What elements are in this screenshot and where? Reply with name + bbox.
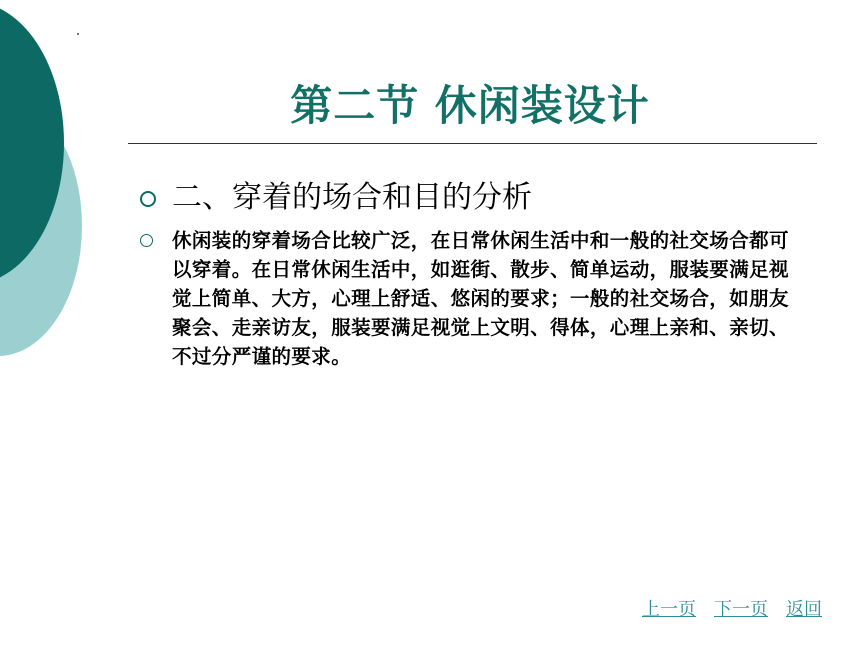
body-paragraph: 休闲装的穿着场合比较广泛，在日常休闲生活中和一般的社交场合都可以穿着。在日常休闲生活中，如逛街、散步、简单运动，服装要满足视觉上简单、大方，心理上舒适、悠闲的要求；一般的社交场合，如朋友聚会、走亲访友，服装要满足视觉上文明、得体，心理上亲和、亲切、不过分严谨的要求。 — [172, 229, 789, 368]
decorative-dot — [77, 33, 79, 35]
bullet-circle-icon — [140, 191, 156, 207]
next-page-link[interactable]: 下一页 — [714, 599, 768, 620]
back-link[interactable]: 返回 — [786, 599, 822, 620]
previous-page-link[interactable]: 上一页 — [642, 599, 696, 620]
bullet-circle-icon — [140, 234, 153, 247]
slide-navigation — [642, 598, 822, 622]
title-divider — [128, 143, 817, 144]
section-heading: 二、穿着的场合和目的分析 — [172, 180, 532, 215]
slide-title: 第二节 休闲装设计 — [290, 81, 650, 130]
